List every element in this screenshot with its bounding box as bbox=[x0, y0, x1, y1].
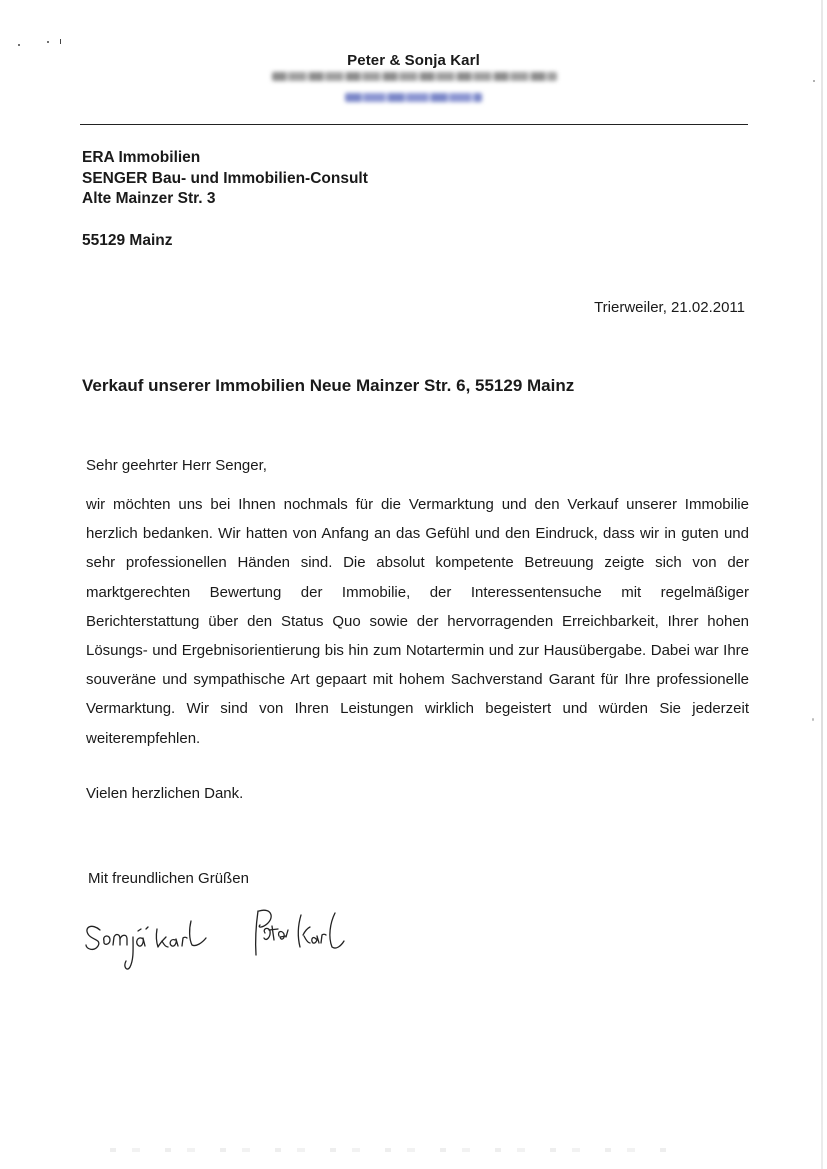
thanks-line: Vielen herzlichen Dank. bbox=[86, 785, 244, 802]
recipient-address-block bbox=[82, 148, 368, 251]
redacted-sender-address bbox=[272, 72, 557, 81]
redacted-sender-email bbox=[345, 93, 482, 102]
scan-speck bbox=[60, 39, 61, 44]
scan-speck bbox=[18, 44, 20, 46]
recipient-line: ERA Immobilien bbox=[82, 149, 201, 166]
header-divider bbox=[80, 124, 748, 125]
signature-peter-karl bbox=[256, 910, 344, 955]
letter-body: wir möchten uns bei Ihnen nochmals für die Vermarktung und den Verkauf unserer Immobilie herzlich bedanken. Wir hatten von Anfang an das Gefühl und den Eindruck, dass wir in guten und sehr professionellen Händen sind. Die absolut kompetente Betreuung zeigte sich von der marktgerechten Bewertung der Immobilie, der Interessentensuche mit regelmäßiger Berichterstattung über den Status Quo sowie der hervorragenden Erreichbarkeit, Ihrer hohen Lösungs- und Ergebnisorientierung bis hin zum Notartermin und zur Hausübergabe. Dabei war Ihre souveräne und sympathische Art gepaart mit hohem Sachverstand Garant für Ihre professionelle Vermarktung. Wir sind von Ihren Leistungen wirklich begeistert und würden Sie jederzeit weiterempfehlen. bbox=[86, 496, 749, 747]
closing-line: Mit freundlichen Grüßen bbox=[88, 870, 249, 887]
letter-subject: Verkauf unserer Immobilien Neue Mainzer Str. 6, 55129 Mainz bbox=[82, 376, 575, 395]
recipient-line: SENGER Bau- und Immobilien-Consult bbox=[82, 169, 368, 187]
scan-edge-shadow bbox=[821, 0, 823, 1169]
salutation: Sehr geehrter Herr Senger, bbox=[86, 457, 267, 474]
recipient-line: Alte Mainzer Str. 3 bbox=[82, 190, 216, 207]
recipient-line: 55129 Mainz bbox=[82, 231, 173, 249]
scan-noise bbox=[110, 1148, 670, 1152]
sender-name: Peter & Sonja Karl bbox=[347, 52, 480, 69]
scan-speck bbox=[812, 718, 814, 721]
place-date: Trierweiler, 21.02.2011 bbox=[594, 299, 745, 316]
handwritten-signatures bbox=[78, 893, 358, 983]
scan-speck bbox=[47, 41, 49, 43]
scan-speck bbox=[813, 80, 815, 82]
signature-sonja-karl bbox=[86, 921, 206, 969]
